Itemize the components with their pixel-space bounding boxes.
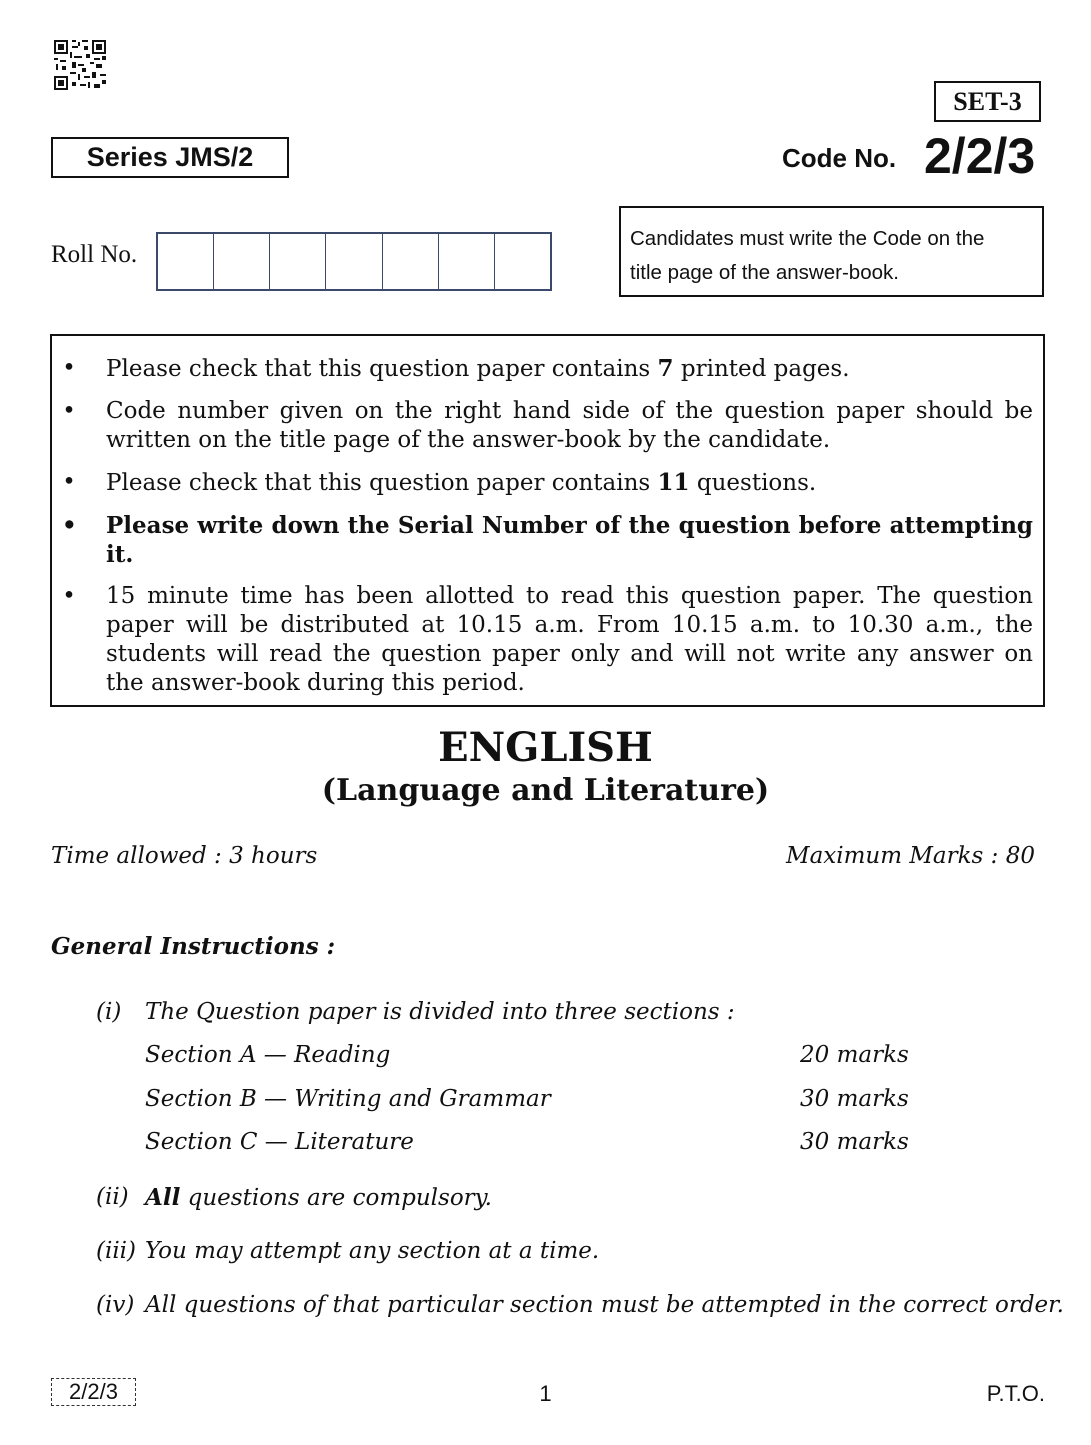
instruction-text: You may attempt any section at a time. [145, 1238, 600, 1264]
time-allowed: Time allowed : 3 hours [51, 843, 318, 869]
series-label: Series JMS/2 [51, 137, 289, 178]
pto-label: P.T.O. [986, 1381, 1045, 1406]
candidate-note-line: Candidates must write the Code on the [630, 227, 985, 250]
notice-box [50, 334, 1045, 707]
instruction-number: (iii) [96, 1238, 137, 1264]
section-marks: 20 marks [800, 1042, 909, 1068]
candidate-note-box [619, 206, 1044, 297]
code-number: 2/2/3 [924, 128, 1036, 184]
roll-number-cell[interactable] [495, 234, 550, 289]
notice-item: • Code number given on the right hand side of the question paper should be written on the title page of the answer-book by the candidate. [62, 398, 1033, 453]
footer-code: 2/2/3 [51, 1378, 136, 1406]
candidate-note-line: title page of the answer-book. [630, 261, 899, 284]
instruction-text: All questions of that particular section must be attempted in the correct order. [145, 1292, 1064, 1318]
roll-number-cell[interactable] [270, 234, 326, 289]
general-instructions-heading: General Instructions : [51, 933, 336, 960]
section-name: Section A — Reading [145, 1042, 391, 1068]
subject-subtitle: (Language and Literature) [321, 773, 770, 808]
roll-number-boxes[interactable] [156, 232, 552, 291]
roll-number-cell[interactable] [158, 234, 214, 289]
subject-title: ENGLISH [438, 724, 653, 771]
notice-item: • Please check that this question paper contains 7 printed pages. [62, 355, 850, 382]
section-name: Section C — Literature [145, 1129, 414, 1155]
set-label: SET-3 [934, 81, 1041, 122]
notice-item: • 15 minute time has been allotted to read this question paper. The question paper will be distributed at 10.15 a.m. From 10.15 a.m. to 10.30 a.m., the students will read the question paper only and will not write any answer on the answer-book during this period. [62, 583, 1033, 696]
notice-item: • Please write down the Serial Number of the question before attempting it. [62, 512, 1033, 568]
section-name: Section B — Writing and Grammar [145, 1086, 551, 1112]
roll-number-cell[interactable] [214, 234, 270, 289]
roll-number-cell[interactable] [439, 234, 495, 289]
instruction-text: All questions are compulsory. [145, 1184, 492, 1211]
roll-number-cell[interactable] [326, 234, 382, 289]
roll-number-cell[interactable] [383, 234, 439, 289]
instruction-number: (ii) [96, 1184, 129, 1210]
instruction-number: (i) [96, 999, 122, 1025]
roll-number-label: Roll No. [51, 241, 138, 268]
maximum-marks: Maximum Marks : 80 [786, 843, 1035, 869]
section-marks: 30 marks [800, 1086, 909, 1112]
page-number: 1 [539, 1381, 552, 1406]
qr-code-icon [54, 40, 106, 90]
instruction-text: The Question paper is divided into three sections : [145, 999, 735, 1025]
code-label: Code No. [782, 143, 897, 173]
notice-item: • Please check that this question paper contains 11 questions. [62, 469, 817, 496]
section-marks: 30 marks [800, 1129, 909, 1155]
instruction-number: (iv) [96, 1292, 135, 1318]
